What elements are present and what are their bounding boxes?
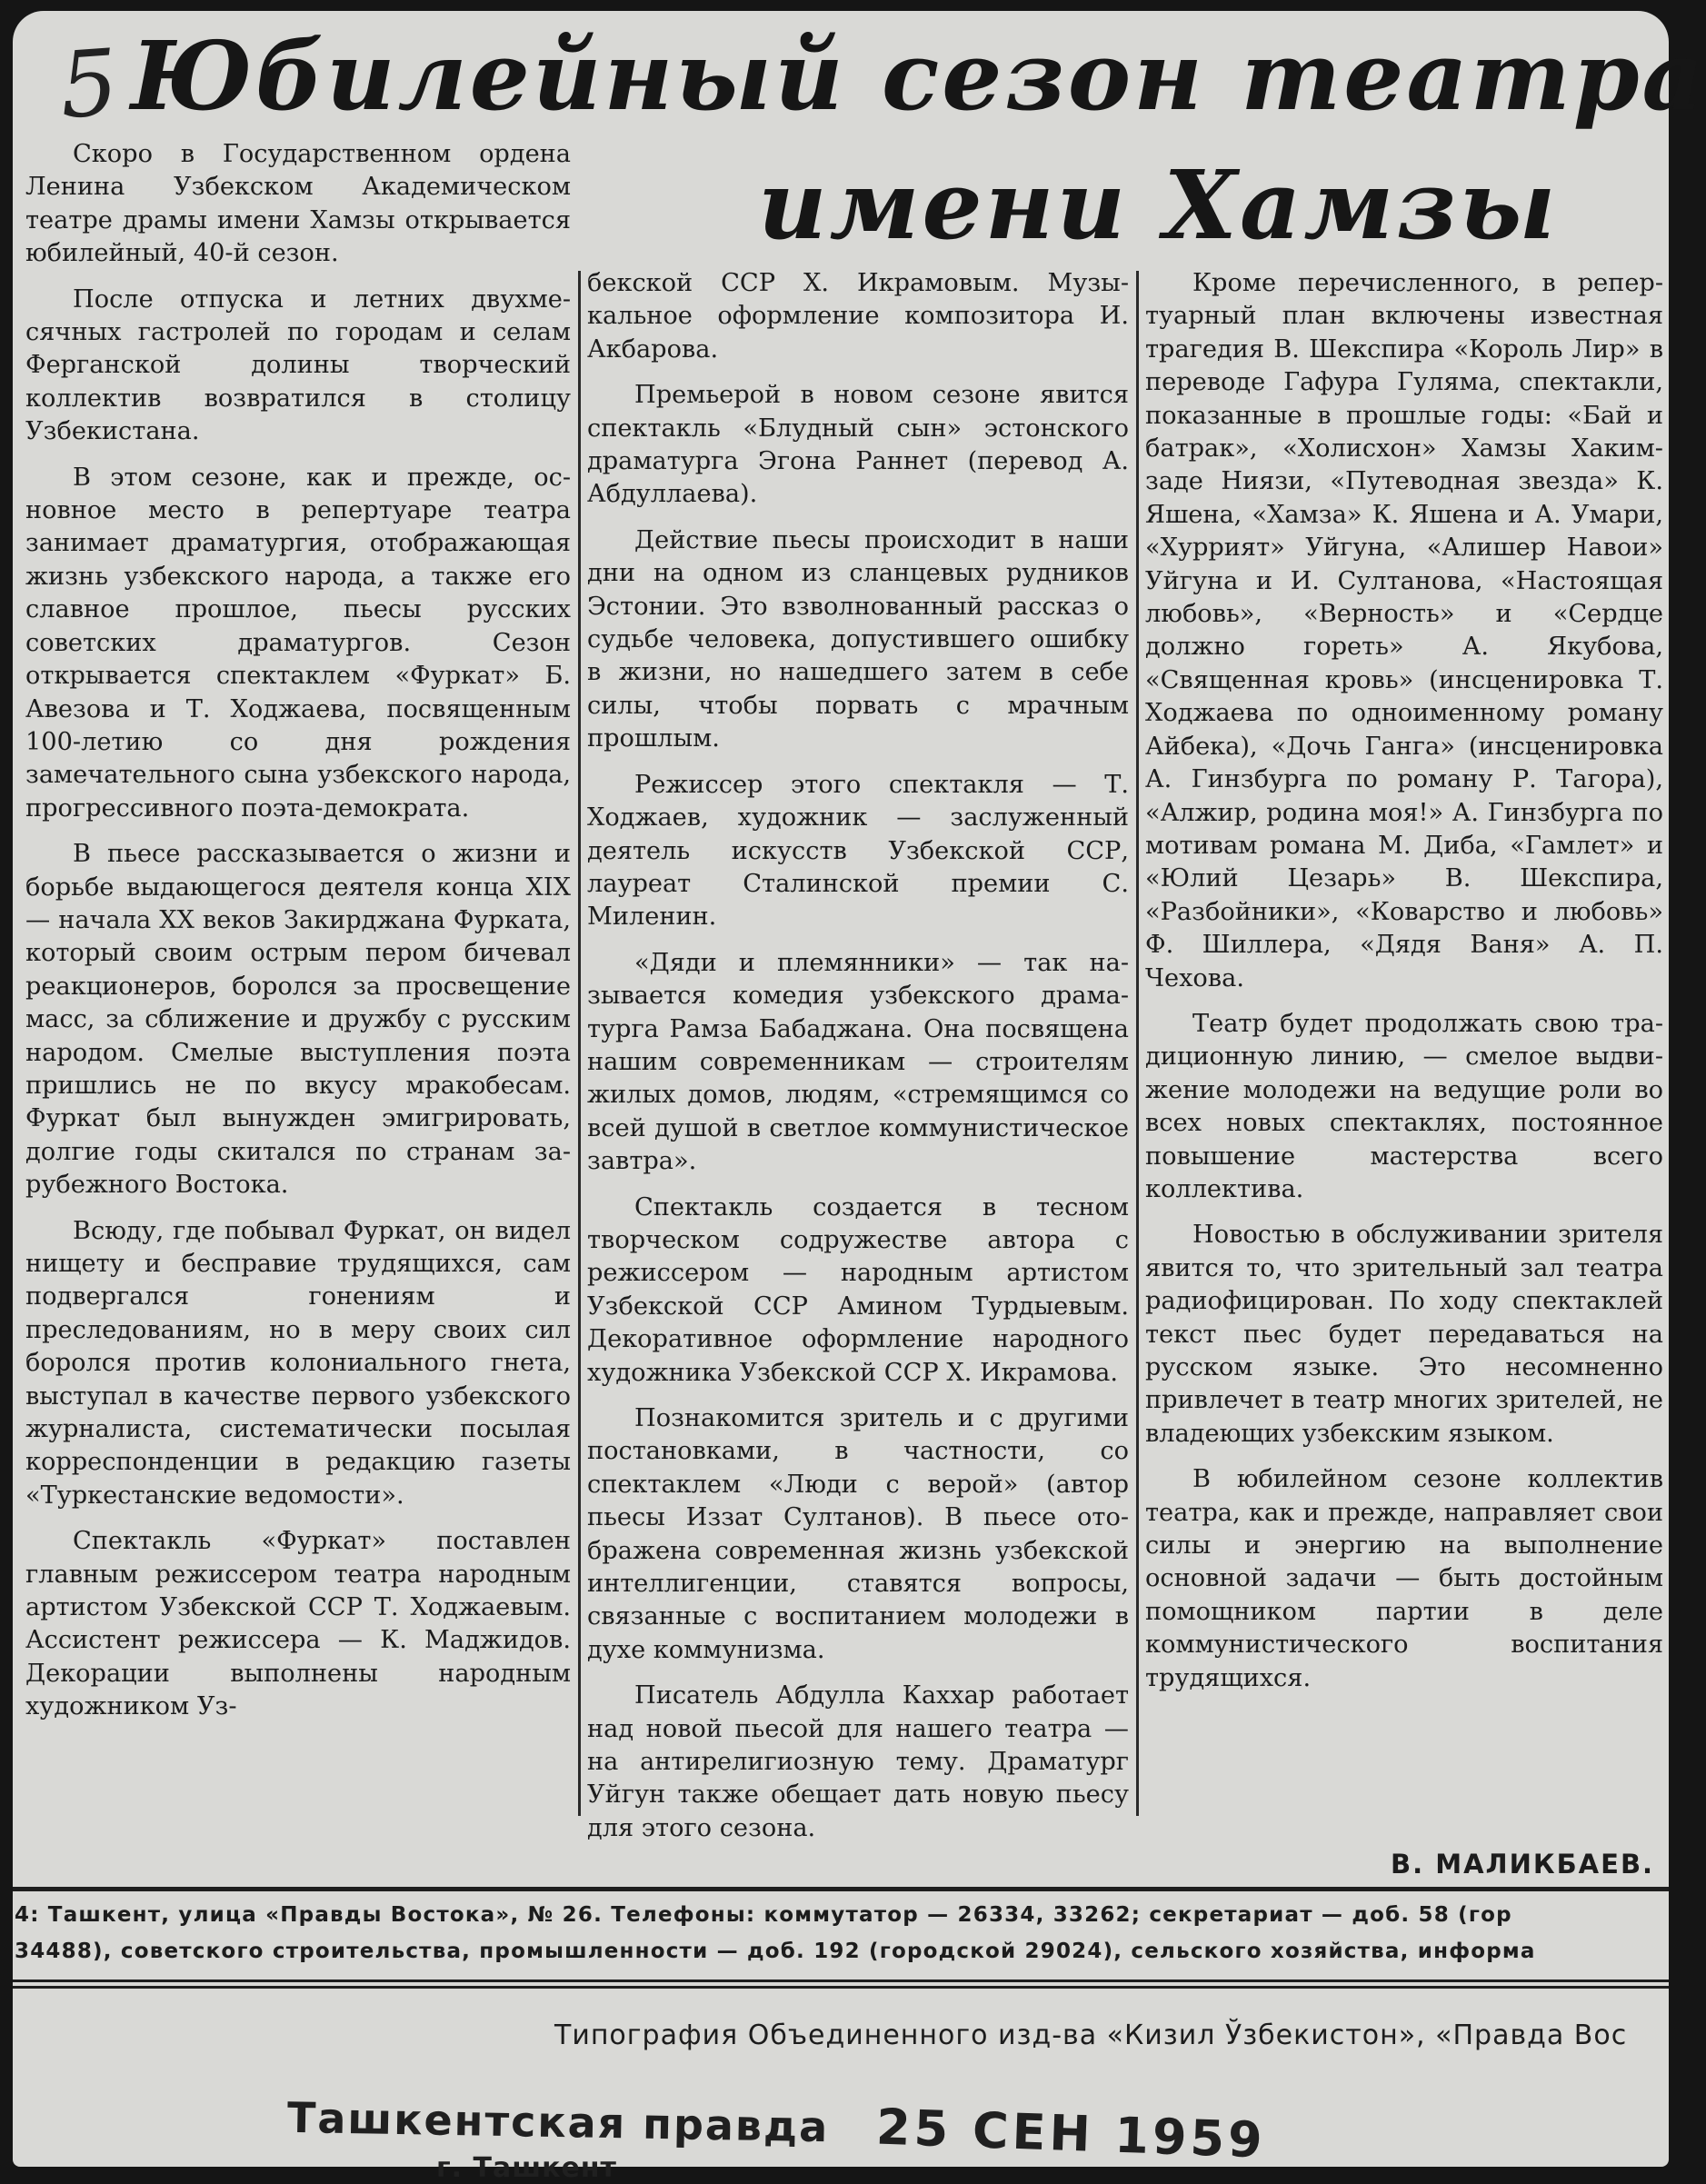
- headline-line-1: Юбилейный сезон театра: [131, 20, 1706, 132]
- paragraph: Новостью в обслуживании зрителя явится то, что зрительный зал театра радиофицирован. По ходу спектаклей текст пьес будет передаваться на русском языке. Это несомненно привлечет в театр многих зрителей, не владеющих узбекским языком.: [1145, 1221, 1663, 1448]
- address-line-2: 34488), советского строительства, промышленности — доб. 192 (городской 29024), сельского хозяйства, информа: [15, 1940, 1536, 1963]
- footer-rule: [13, 1887, 1669, 1891]
- article-column-2: [587, 267, 1129, 1845]
- paragraph: После отпуска и летних двухмесячных гастролей по городам и селам Ферганской долины творческий коллектив возвратился в столицу Узбекистана.: [25, 284, 571, 446]
- newspaper-clipping: [13, 11, 1706, 2184]
- paragraph: Кроме перечисленного, в репертуарный план включены известная трагедия В. Шекспира «Король Лир» в переводе Гафура Гуляма, спектакли, показанные в прошлые годы: «Бай и батрак», «Холисхон» Хамзы Хаким-заде Ниязи, «Путеводная звезда» К. Яшена, «Хамза» К. Яшена и А. Умари, «Хуррият» Уйгуна, «Алишер Навои» Уйгуна и И. Султанова, «Настоящая любовь», «Верность» и «Сердце должно гореть» А. Якубова, «Священная кровь» (инсценировка Т. Ходжаева по одноименному роману Айбека), «Дочь Ганга» (инсценировка А. Гинзбурга по роману Р. Тагора), «Алжир, родина моя!» А. Гинзбурга по мотивам романа М. Диба, «Гамлет» и «Юлий Цезарь» В. Шекспира, «Разбойники», «Коварство и любовь» Ф. Шиллера, «Дядя Ваня» А. П. Чехова.: [1145, 269, 1663, 992]
- date-stamp: 25 СЕН 1959: [875, 2098, 1267, 2169]
- paragraph: Премьерой в новом сезоне явится спектакль «Блудный сын» эстонского драматурга Эгона Раннет (перевод А. Абдуллаева).: [587, 381, 1129, 509]
- footer-rule: [13, 1980, 1669, 1982]
- article-column-1: [25, 138, 571, 1724]
- author-signature: В. МАЛИКБАЕВ.: [1391, 1849, 1655, 1880]
- paragraph: Спектакль создается в тесном творческом содружестве автора с режиссером — народным артистом Узбекской ССР Амином Турдыевым. Декоративное оформление народного художника Узбекской ССР Х. Икрамова.: [587, 1192, 1129, 1387]
- paragraph: В этом сезоне, как и прежде, основное место в репертуаре театра занимает драматургия, отображающая жизнь узбекского народа, а также его славное прошлое, пьесы русских советских драматургов. Сезон открывается спектаклем «Фуркат» Б. Авезова и Т. Ходжаева, посвященным 100-летию со дня рождения замечательного сына узбекского народа, прогрессивного поэта-демократа.: [25, 463, 571, 823]
- paragraph: Спектакль «Фуркат» поставлен главным режиссером театра народным артистом Узбекской ССР Т. Ходжаевым. Ассистент режиссера — К. Маджидов. Декорации выполнены народным художником Уз-: [25, 1527, 571, 1721]
- printer-line: Типография Объединенного изд-ва «Кизил Ўзбекистон», «Правда Вос: [554, 2019, 1628, 2051]
- paragraph: Скоро в Государственном ордена Ленина Узбекском Академическом театре драмы имени Хамзы открывается юбилейный, 40-й сезон.: [25, 140, 571, 268]
- city-stamp: г. Ташкент: [436, 2152, 617, 2184]
- paragraph: В пьесе рассказывается о жизни и борьбе выдающегося деятеля конца XIX — начала XX веков Закирджана Фурката, который своим острым пером бичевал реакционеров, боролся за просвещение масс, за сближение и дружбу с русским народом. Смелые выступления поэта пришлись не по вкусу мракобесам. Фуркат был вынужден эмигрировать, долгие годы скитался по странам зарубежного Востока.: [25, 840, 571, 1200]
- headline-line-2: имени Хамзы: [758, 149, 1559, 261]
- paragraph: бекской ССР Х. Икрамовым. Музыкальное оформление композитора И. Акбарова.: [587, 269, 1129, 364]
- paragraph: Режиссер этого спектакля — Т. Ходжаев, художник — заслуженный деятель искусств Узбекской ССР, лауреат Сталинской премии С. Миленин.: [587, 770, 1129, 932]
- newspaper-stamp: Ташкентская правда: [286, 2092, 830, 2152]
- handwritten-page-number: 5: [55, 28, 122, 140]
- paragraph: «Дяди и племянники» — так называется комедия узбекского драматурга Рамза Бабаджана. Она посвящена нашим современникам — строителям жилых домов, людям, «стремящимся со всей душой в светлое коммунистическое завтра».: [587, 948, 1129, 1176]
- paragraph: Писатель Абдулла Каххар работает над новой пьесой для нашего театра — на антирелигиозную тему. Драматург Уйгун также обещает дать новую пьесу для этого сезона.: [587, 1681, 1129, 1842]
- address-line-1: 4: Ташкент, улица «Правды Востока», № 26. Телефоны: коммутатор — 26334, 33262; секретариат — доб. 58 (гор: [15, 1903, 1512, 1927]
- footer-rule: [13, 1986, 1669, 1989]
- paragraph: Познакомится зритель и с другими постановками, в частности, со спектаклем «Люди с верой» (автор пьесы Иззат Султанов). В пьесе отображена современная жизнь узбекской интеллигенции, ставятся вопросы, связанные с воспитанием молодежи в духе коммунизма.: [587, 1404, 1129, 1664]
- column-divider: [1136, 271, 1139, 1816]
- paragraph: Действие пьесы происходит в наши дни на одном из сланцевых рудников Эстонии. Это взволнованный рассказ о судьбе человека, допустившего ошибку в жизни, но нашедшего затем в себе силы, чтобы порвать с мрачным прошлым.: [587, 525, 1129, 753]
- paragraph: Всюду, где побывал Фуркат, он видел нищету и бесправие трудящихся, сам подвергался гонениям и преследованиям, но в меру своих сил боролся против колониального гнета, выступал в качестве первого узбекского журналиста, систематически посылая корреспонденции в редакцию газеты «Туркестанские ведомости».: [25, 1216, 571, 1510]
- paragraph: Театр будет продолжать свою традиционную линию, — смелое выдвижение молодежи на ведущие роли во всех новых спектаклях, постоянное повышение мастерства всего коллектива.: [1145, 1009, 1663, 1203]
- column-divider: [578, 271, 581, 1816]
- paragraph: В юбилейном сезоне коллектив театра, как и прежде, направляет свои силы и энергию на выполнение основной задачи — быть достойным помощником партии в деле коммунистического воспитания трудящихся.: [1145, 1465, 1663, 1692]
- article-column-3: [1145, 267, 1663, 1695]
